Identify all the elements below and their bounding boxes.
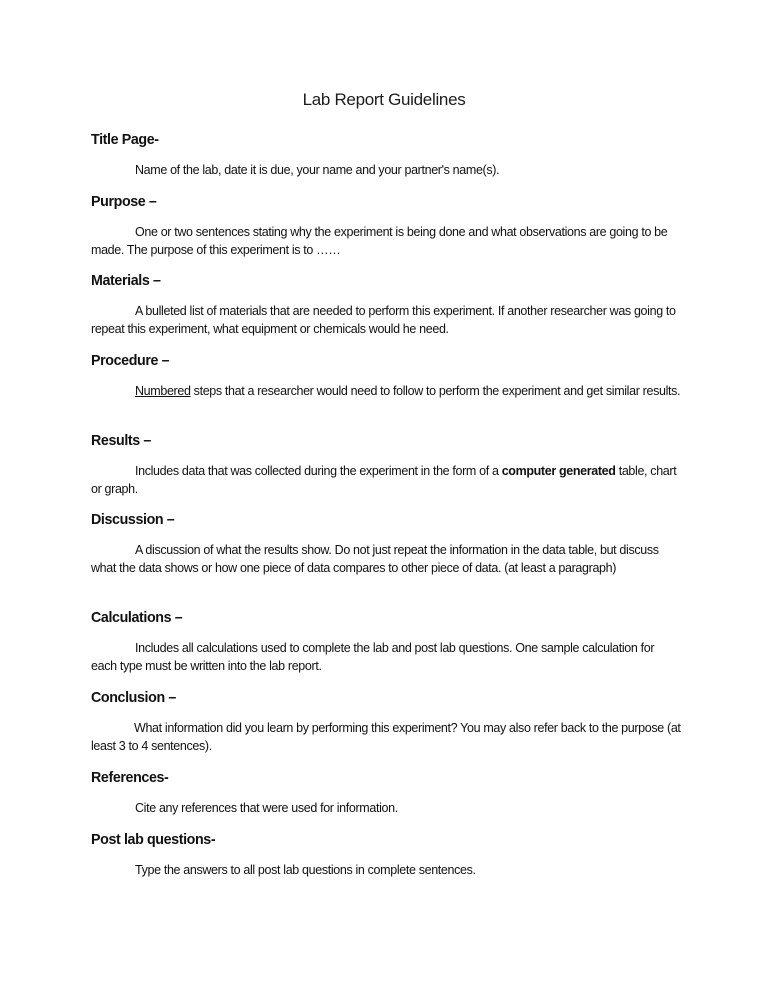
section-text-content: What information did you learn by performing this experiment? You may also refer back to the purpose (at least 3 to 4 sentences).: [91, 721, 681, 753]
section-heading: Results –: [91, 432, 151, 449]
section-heading: Materials –: [91, 272, 161, 289]
section-discussion: [91, 510, 691, 577]
section-text: [91, 303, 681, 338]
section-text: [91, 463, 681, 498]
section-heading: Discussion –: [91, 511, 175, 528]
section-text-content: A discussion of what the results show. Do not just repeat the information in the data table, but discuss what the data shows or how one piece of data compares to other piece of data. (at least a paragraph): [91, 543, 659, 575]
section-heading: Post lab questions-: [91, 831, 216, 848]
section-text: [91, 542, 681, 577]
section-text: [91, 862, 681, 880]
section-text-content: One or two sentences stating why the experiment is being done and what observations are going to be made. The purpose of this experiment is to ……: [91, 225, 668, 257]
section-heading: Purpose –: [91, 193, 157, 210]
section-text: [91, 640, 681, 675]
section-heading: References-: [91, 769, 169, 786]
section-heading: Conclusion –: [91, 689, 176, 706]
section-calculations: [91, 608, 691, 675]
section-text: [91, 383, 681, 401]
section-text-content: steps that a researcher would need to follow to perform the experiment and get similar results.: [190, 384, 681, 398]
section-heading: Title Page-: [91, 131, 159, 148]
section-text-content: Type the answers to all post lab questions in complete sentences.: [135, 863, 476, 877]
section-conclusion: [91, 688, 691, 755]
section-text: [91, 224, 681, 259]
section-post-lab-questions: [91, 830, 691, 880]
underlined-word: Numbered: [135, 384, 191, 398]
document-title: Lab Report Guidelines: [302, 90, 466, 109]
section-text-content: Name of the lab, date it is due, your name and your partner's name(s).: [135, 163, 500, 177]
section-results: [91, 431, 691, 498]
section-purpose: [91, 192, 691, 259]
section-title-page: [91, 130, 691, 180]
section-text: [91, 162, 681, 180]
section-procedure: [91, 351, 691, 401]
section-text-content: Includes data that was collected during the experiment in the form of a: [135, 464, 502, 478]
section-text-content: table, chart or graph.: [91, 464, 677, 496]
section-references: [91, 768, 691, 818]
section-heading: Procedure –: [91, 352, 170, 369]
section-text-content: Includes all calculations used to complete the lab and post lab questions. One sample calculation for each type must be written into the lab report.: [91, 641, 655, 673]
section-text: [91, 800, 681, 818]
bold-phrase: computer generated: [501, 464, 616, 478]
section-text: [91, 720, 681, 755]
section-heading: Calculations –: [91, 609, 183, 626]
section-materials: [91, 271, 691, 338]
section-text-content: A bulleted list of materials that are needed to perform this experiment. If another researcher was going to repeat this experiment, what equipment or chemicals would he need.: [91, 304, 676, 336]
section-text-content: Cite any references that were used for information.: [135, 801, 398, 815]
